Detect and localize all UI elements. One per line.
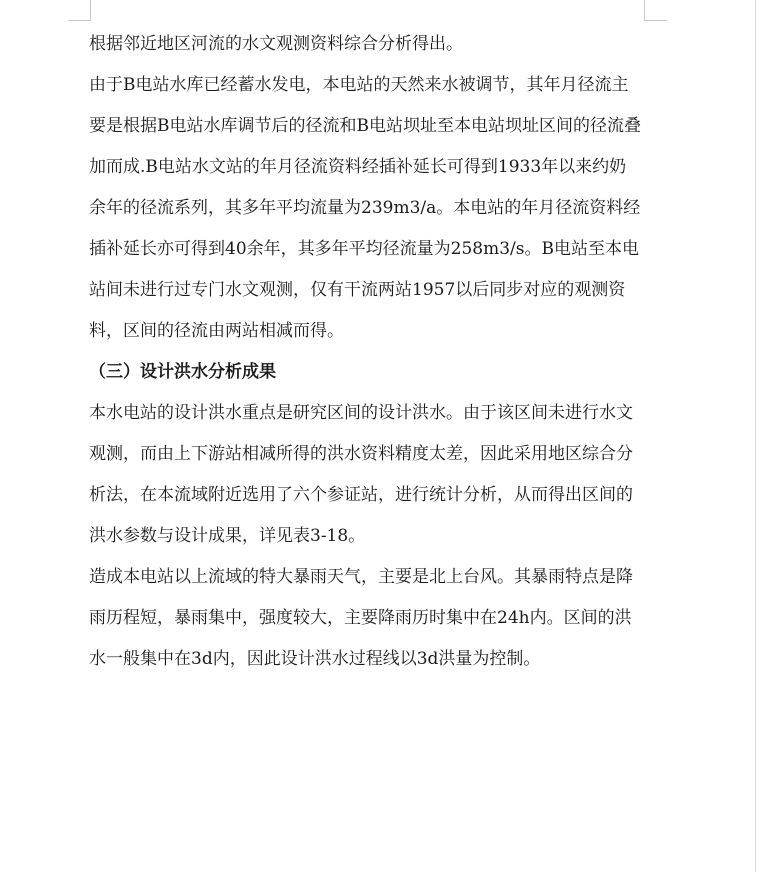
paragraph-design-flood: 本水电站的设计洪水重点是研究区间的设计洪水。由于该区间未进行水文观测，而由上下游站相减所得的洪水资料精度太差，因此采用地区综合分析法，在本流域附近选用了六个参证站，进行统计分析，从而得出区间的洪水参数与设计成果，详见表3-18。 xyxy=(89,403,633,546)
page-right-edge xyxy=(755,0,756,872)
document-body[interactable] xyxy=(89,24,641,680)
paragraph-annual-runoff: 由于B电站水库已经蓄水发电，本电站的天然来水被调节，其年月径流主要是根据B电站水库调节后的径流和B电站坝址至本电站坝址区间的径流叠加而成.B电站水文站的年月径流资料经插补延长可得到1933年以来约奶余年的径流系列，其多年平均流量为239m3/a。本电站的年月径流资料经插补延长亦可得到40余年，其多年平均径流量为258m3/s。B电站至本电站间未进行过专门水文观测，仅有干流两站1957以后同步对应的观测资料，区间的径流由两站相减而得。 xyxy=(89,75,641,341)
paragraph-storm-weather: 造成本电站以上流域的特大暴雨天气，主要是北上台风。其暴雨特点是降雨历程短，暴雨集中，强度较大，主要降雨历时集中在24h内。区间的洪水一般集中在3d内，因此设计洪水过程线以3d洪量为控制。 xyxy=(89,567,633,669)
top-right-margin-mark xyxy=(644,0,667,21)
section-heading-design-flood: （三）设计洪水分析成果 xyxy=(89,362,276,382)
top-left-margin-mark xyxy=(68,0,91,21)
paragraph-runoff-source: 根据邻近地区河流的水文观测资料综合分析得出。 xyxy=(89,34,463,54)
